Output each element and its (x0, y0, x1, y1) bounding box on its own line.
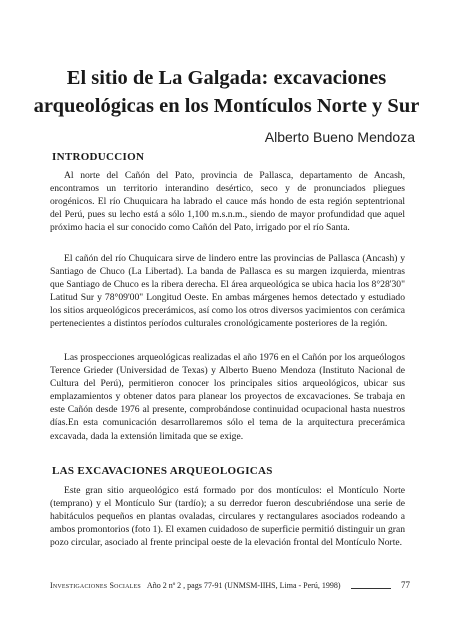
journal-name: Investigaciones Sociales (50, 580, 141, 590)
paragraph: Al norte del Cañón del Pato, provincia de Pallasca, departamento de Ancash, encontramos un territorio interandino desértico, seco y de pronunciados pliegues orogénicos. El río Chuquicara ha labrado el cauce más hondo de esta región septentrional del Perú, pues su lecho está a sólo 1,100 m.s.n.m., siendo de mayor profundidad que aquel próximo hacia el sur conocido como Cañón del Pato, irrigado por el río Santa. (50, 170, 405, 234)
journal-citation: Año 2 nº 2 , pags 77-91 (UNMSM-IIHS, Lima - Perú, 1998) (146, 580, 341, 590)
page-number: 77 (401, 580, 410, 590)
paragraph: Este gran sitio arqueológico está formado por dos montículos: el Montículo Norte (temprano) y el Montículo Sur (tardío); a su derredor fueron descubriéndose una serie de habitáculos pequeños en plantas ovaladas, circulares y rectangulares asociados rodeando a ambos promontorios (foto 1). El examen cuidadoso de superficie permitió distinguir un gran pozo circular, asociado al frente principal oeste de la elevación frontal del Montículo Norte. (50, 485, 405, 549)
footer-rule (351, 582, 392, 589)
article-title: El sitio de La Galgada: excavaciones arqueológicas en los Montículos Norte y Sur (33, 67, 420, 117)
paragraph: El cañón del río Chuquicara sirve de lindero entre las provincias de Pallasca (Ancash) y Santiago de Chuco (La Libertad). La banda de Pallasca es su margen izquierda, mientras que Santiago de Chuco es la ribera derecha. El área arqueológica se ubica hacia los 8°28'30" Latitud Sur y 78°09'00" Longitud Oeste. En ambas márgenes hemos detectado y estudiado los sitios arqueológicos precerámicos, así como los otros diversos yacimientos con cerámica pertenecientes a distintos períodos culturales cronológicamente posteriores de la región. (50, 253, 405, 330)
article-author: Alberto Bueno Mendoza (264, 129, 415, 145)
section-heading-excavaciones: LAS EXCAVACIONES ARQUEOLOGICAS (52, 465, 273, 477)
page-footer (50, 580, 410, 590)
paragraph: Las prospecciones arqueológicas realizadas el año 1976 en el Cañón por los arqueólogos Terence Grieder (Universidad de Texas) y Alberto Bueno Mendoza (Instituto Nacional de Cultura del Perú), permitieron conocer los principales sitios arqueológicos, ubicar sus emplazamientos y obtener datos para planear los proyectos de excavaciones. Se trabaja en este Cañón desde 1976 al presente, comprobándose continuidad ocupacional hasta nuestros días.En esta comunicación desarrollaremos sólo el tema de la arquitectura precerámica excavada, dada la extensión limitada que se exige. (50, 352, 405, 442)
section-heading-introduccion: INTRODUCCION (52, 151, 145, 163)
